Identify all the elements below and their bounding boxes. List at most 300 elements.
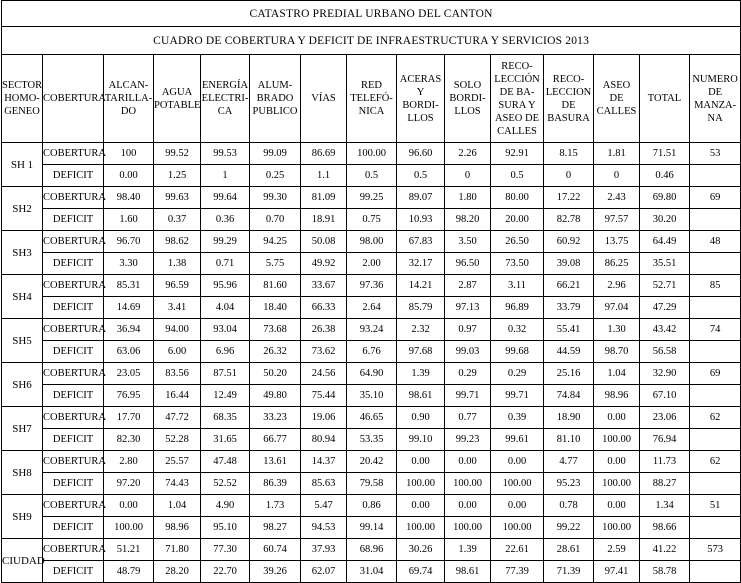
table-cell: 18.40 xyxy=(250,297,301,319)
table-cell: 51.21 xyxy=(104,539,154,561)
table-cell: 98.70 xyxy=(594,341,640,363)
table-cell: 86.25 xyxy=(594,253,640,275)
table-cell: 50.20 xyxy=(250,363,301,385)
table-cell: 97.36 xyxy=(347,275,397,297)
table-cell: 77.30 xyxy=(201,539,250,561)
table-cell: 99.63 xyxy=(154,187,201,209)
table-cell: 48.79 xyxy=(104,561,154,583)
table-cell: 2.64 xyxy=(347,297,397,319)
table-cell: 28.61 xyxy=(544,539,594,561)
manzanas-count: 48 xyxy=(690,231,741,253)
table-cell: 64.90 xyxy=(347,363,397,385)
table-cell: 66.33 xyxy=(301,297,347,319)
table-row xyxy=(2,517,741,539)
column-header-agua-potable xyxy=(154,55,201,143)
row-type-label: DEFICIT xyxy=(43,253,104,275)
row-type-label: DEFICIT xyxy=(43,165,104,187)
table-cell: 95.96 xyxy=(201,275,250,297)
table-cell: 94.00 xyxy=(154,319,201,341)
table-cell: 100.00 xyxy=(594,517,640,539)
header-line: TELEFÓ- xyxy=(350,93,393,104)
table-cell: 86.39 xyxy=(250,473,301,495)
table-cell: 0.00 xyxy=(104,495,154,517)
table-cell: 64.49 xyxy=(640,231,690,253)
table-cell: 99.10 xyxy=(397,429,445,451)
table-cell: 0.37 xyxy=(154,209,201,231)
table-cell: 85.79 xyxy=(397,297,445,319)
table-cell: 98.20 xyxy=(445,209,491,231)
table-cell: 44.59 xyxy=(544,341,594,363)
header-line: ALUM- xyxy=(257,80,293,91)
table-cell: 95.10 xyxy=(201,517,250,539)
table-cell: 89.07 xyxy=(397,187,445,209)
header-line: COBERTURA xyxy=(43,93,106,104)
table-cell: 3.50 xyxy=(445,231,491,253)
table-cell: 98.61 xyxy=(397,385,445,407)
table-row xyxy=(2,319,741,341)
table-cell: 60.92 xyxy=(544,231,594,253)
header-line: ASEO xyxy=(602,80,631,91)
manzanas-count: 53 xyxy=(690,143,741,165)
header-line: BASURA xyxy=(547,112,590,124)
table-cell: 100.00 xyxy=(445,517,491,539)
table-cell: 2.32 xyxy=(397,319,445,341)
column-header-aseo-calles xyxy=(594,55,640,143)
table-cell: 0 xyxy=(594,165,640,187)
table-cell: 99.23 xyxy=(445,429,491,451)
header-line: MANZA- xyxy=(694,99,737,111)
table-cell: 93.04 xyxy=(201,319,250,341)
table-cell: 99.09 xyxy=(250,143,301,165)
header-line: CALLES xyxy=(596,106,637,117)
table-cell: 20.00 xyxy=(491,209,544,231)
header-line: HOMO- xyxy=(4,93,40,104)
table-cell: 99.64 xyxy=(201,187,250,209)
header-line: LECCION xyxy=(545,86,592,98)
table-cell: 30.20 xyxy=(640,209,690,231)
table-cell: 86.69 xyxy=(301,143,347,165)
column-header-total xyxy=(640,55,690,143)
sector-name: SH6 xyxy=(2,363,43,407)
table-cell: 100.00 xyxy=(397,473,445,495)
table-cell: 0.75 xyxy=(347,209,397,231)
header-line: DE xyxy=(561,99,576,111)
header-line: GENEO xyxy=(4,106,40,117)
table-cell: 13.75 xyxy=(594,231,640,253)
table-cell: 3.30 xyxy=(104,253,154,275)
table-cell: 32.17 xyxy=(397,253,445,275)
column-header-numero-manzanas xyxy=(690,55,741,143)
empty-cell xyxy=(690,297,741,319)
header-line: DE BA- xyxy=(499,86,535,98)
row-type-label: DEFICIT xyxy=(43,209,104,231)
row-type-label: COBERTURA xyxy=(43,495,104,517)
table-cell: 56.58 xyxy=(640,341,690,363)
table-cell: 33.23 xyxy=(250,407,301,429)
table-cell: 8.15 xyxy=(544,143,594,165)
empty-cell xyxy=(690,385,741,407)
table-cell: 88.27 xyxy=(640,473,690,495)
table-cell: 99.68 xyxy=(491,341,544,363)
table-cell: 3.11 xyxy=(491,275,544,297)
table-row xyxy=(2,341,741,363)
table-cell: 2.26 xyxy=(445,143,491,165)
table-cell: 1.80 xyxy=(445,187,491,209)
table-cell: 100.00 xyxy=(397,517,445,539)
table-cell: 96.60 xyxy=(397,143,445,165)
table-cell: 100 xyxy=(104,143,154,165)
table-cell: 18.91 xyxy=(301,209,347,231)
table-cell: 96.59 xyxy=(154,275,201,297)
row-type-label: COBERTURA xyxy=(43,539,104,561)
table-row xyxy=(2,209,741,231)
table-cell: 0.90 xyxy=(397,407,445,429)
column-header-cobertura xyxy=(43,55,104,143)
table-cell: 3.41 xyxy=(154,297,201,319)
table-cell: 0.5 xyxy=(347,165,397,187)
table-cell: 33.79 xyxy=(544,297,594,319)
table-cell: 100.00 xyxy=(104,517,154,539)
table-row xyxy=(2,451,741,473)
sector-name: SH9 xyxy=(2,495,43,539)
sector-name: CIUDAD xyxy=(2,539,43,583)
table-cell: 99.25 xyxy=(347,187,397,209)
manzanas-count: 62 xyxy=(690,451,741,473)
table-cell: 100.00 xyxy=(445,473,491,495)
column-header-energia-electrica xyxy=(201,55,250,143)
empty-cell xyxy=(690,561,741,583)
table-cell: 1.04 xyxy=(594,363,640,385)
table-row xyxy=(2,253,741,275)
table-cell: 99.71 xyxy=(445,385,491,407)
manzanas-count: 573 xyxy=(690,539,741,561)
header-line: DE xyxy=(609,93,624,104)
table-row xyxy=(2,385,741,407)
table-cell: 2.80 xyxy=(104,451,154,473)
table-cell: 77.39 xyxy=(491,561,544,583)
table-cell: 87.51 xyxy=(201,363,250,385)
manzanas-count: 74 xyxy=(690,319,741,341)
table-cell: 0.77 xyxy=(445,407,491,429)
sector-name: SH 1 xyxy=(2,143,43,187)
table-cell: 60.74 xyxy=(250,539,301,561)
row-type-label: DEFICIT xyxy=(43,297,104,319)
table-cell: 13.61 xyxy=(250,451,301,473)
header-line: CALLES xyxy=(497,125,537,137)
table-cell: 99.52 xyxy=(154,143,201,165)
header-line: NICA xyxy=(358,106,385,117)
table-cell: 0.5 xyxy=(491,165,544,187)
table-cell: 99.53 xyxy=(201,143,250,165)
table-cell: 6.96 xyxy=(201,341,250,363)
column-header-vias xyxy=(301,55,347,143)
table-cell: 74.84 xyxy=(544,385,594,407)
table-cell: 47.72 xyxy=(154,407,201,429)
row-type-label: COBERTURA xyxy=(43,451,104,473)
table-cell: 2.43 xyxy=(594,187,640,209)
table-cell: 85.31 xyxy=(104,275,154,297)
table-cell: 98.27 xyxy=(250,517,301,539)
table-cell: 10.93 xyxy=(397,209,445,231)
table-cell: 98.00 xyxy=(347,231,397,253)
table-cell: 5.75 xyxy=(250,253,301,275)
row-type-label: DEFICIT xyxy=(43,473,104,495)
table-cell: 0.00 xyxy=(594,451,640,473)
table-cell: 0.46 xyxy=(640,165,690,187)
table-cell: 73.68 xyxy=(250,319,301,341)
empty-cell xyxy=(690,209,741,231)
header-line: ASEO DE xyxy=(494,112,540,124)
table-cell: 1.39 xyxy=(397,363,445,385)
sector-name: SH7 xyxy=(2,407,43,451)
header-line: LLOS xyxy=(454,106,481,117)
table-cell: 53.35 xyxy=(347,429,397,451)
table-cell: 17.22 xyxy=(544,187,594,209)
table-cell: 100.00 xyxy=(491,473,544,495)
header-line: ENERGÍA xyxy=(201,80,249,91)
sector-name: SH4 xyxy=(2,275,43,319)
table-cell: 14.37 xyxy=(301,451,347,473)
table-cell: 75.44 xyxy=(301,385,347,407)
header-line: Y xyxy=(416,86,425,98)
table-cell: 96.89 xyxy=(491,297,544,319)
table-cell: 25.57 xyxy=(154,451,201,473)
table-cell: 100.00 xyxy=(594,429,640,451)
table-cell: 0.25 xyxy=(250,165,301,187)
table-cell: 79.58 xyxy=(347,473,397,495)
header-line: DE xyxy=(708,86,723,98)
table-cell: 35.10 xyxy=(347,385,397,407)
table-cell: 52.28 xyxy=(154,429,201,451)
table-cell: 98.62 xyxy=(154,231,201,253)
table-cell: 22.61 xyxy=(491,539,544,561)
row-type-label: COBERTURA xyxy=(43,407,104,429)
table-cell: 0.00 xyxy=(104,165,154,187)
manzanas-count: 51 xyxy=(690,495,741,517)
header-line: SECTOR xyxy=(2,80,43,91)
table-cell: 0.70 xyxy=(250,209,301,231)
table-cell: 62.07 xyxy=(301,561,347,583)
row-type-label: COBERTURA xyxy=(43,319,104,341)
table-cell: 1.81 xyxy=(594,143,640,165)
table-row xyxy=(2,187,741,209)
table-cell: 46.65 xyxy=(347,407,397,429)
table-cell: 39.26 xyxy=(250,561,301,583)
table-row xyxy=(2,429,741,451)
table-cell: 6.76 xyxy=(347,341,397,363)
table-cell: 0.5 xyxy=(397,165,445,187)
table-cell: 1.25 xyxy=(154,165,201,187)
table-cell: 97.68 xyxy=(397,341,445,363)
table-cell: 6.00 xyxy=(154,341,201,363)
table-cell: 97.13 xyxy=(445,297,491,319)
table-cell: 71.80 xyxy=(154,539,201,561)
table-cell: 1.60 xyxy=(104,209,154,231)
table-cell: 99.22 xyxy=(544,517,594,539)
header-line: SOLO xyxy=(453,80,482,91)
table-cell: 0.36 xyxy=(201,209,250,231)
table-cell: 0.00 xyxy=(397,451,445,473)
table-cell: 96.50 xyxy=(445,253,491,275)
table-row xyxy=(2,363,741,385)
column-header-solo-bordillos xyxy=(445,55,491,143)
table-cell: 71.39 xyxy=(544,561,594,583)
table-cell: 23.06 xyxy=(640,407,690,429)
table-cell: 98.40 xyxy=(104,187,154,209)
header-line: BRADO xyxy=(256,93,294,104)
empty-cell xyxy=(690,165,741,187)
table-cell: 1.73 xyxy=(250,495,301,517)
table-row xyxy=(2,143,741,165)
table-cell: 69.80 xyxy=(640,187,690,209)
table-cell: 23.05 xyxy=(104,363,154,385)
table-cell: 28.20 xyxy=(154,561,201,583)
table-cell: 83.56 xyxy=(154,363,201,385)
table-row xyxy=(2,539,741,561)
table-cell: 99.03 xyxy=(445,341,491,363)
manzanas-count: 69 xyxy=(690,187,741,209)
empty-cell xyxy=(690,473,741,495)
header-line: PUBLICO xyxy=(252,106,298,117)
table-cell: 31.65 xyxy=(201,429,250,451)
table-cell: 94.53 xyxy=(301,517,347,539)
row-type-label: DEFICIT xyxy=(43,517,104,539)
table-cell: 19.06 xyxy=(301,407,347,429)
empty-cell xyxy=(690,429,741,451)
table-cell: 97.57 xyxy=(594,209,640,231)
header-line: LECCIÓN xyxy=(494,73,540,85)
table-row xyxy=(2,231,741,253)
manzanas-count: 62 xyxy=(690,407,741,429)
table-cell: 97.04 xyxy=(594,297,640,319)
table-cell: 17.70 xyxy=(104,407,154,429)
table-cell: 47.48 xyxy=(201,451,250,473)
header-line: RED xyxy=(361,80,382,91)
table-cell: 100.00 xyxy=(491,517,544,539)
empty-cell xyxy=(690,517,741,539)
row-type-label: COBERTURA xyxy=(43,363,104,385)
table-cell: 74.43 xyxy=(154,473,201,495)
header-row xyxy=(2,55,741,143)
row-type-label: DEFICIT xyxy=(43,385,104,407)
table-cell: 52.52 xyxy=(201,473,250,495)
column-header-alumbrado-publico xyxy=(250,55,301,143)
table-cell: 95.23 xyxy=(544,473,594,495)
table-cell: 67.83 xyxy=(397,231,445,253)
header-line: RECO- xyxy=(501,60,533,72)
manzanas-count: 69 xyxy=(690,363,741,385)
table-cell: 1.38 xyxy=(154,253,201,275)
header-line: ELECTRI- xyxy=(201,93,249,104)
column-header-sector xyxy=(2,55,43,143)
table-cell: 96.70 xyxy=(104,231,154,253)
table-cell: 92.91 xyxy=(491,143,544,165)
table-cell: 81.60 xyxy=(250,275,301,297)
table-cell: 68.35 xyxy=(201,407,250,429)
table-cell: 67.10 xyxy=(640,385,690,407)
table-cell: 80.94 xyxy=(301,429,347,451)
table-cell: 69.74 xyxy=(397,561,445,583)
table-cell: 43.42 xyxy=(640,319,690,341)
table-cell: 35.51 xyxy=(640,253,690,275)
table-cell: 5.47 xyxy=(301,495,347,517)
table-cell: 0.00 xyxy=(397,495,445,517)
header-line: TARILLA- xyxy=(104,93,153,104)
table-cell: 0.29 xyxy=(445,363,491,385)
header-line: VÍAS xyxy=(311,93,336,104)
table-cell: 22.70 xyxy=(201,561,250,583)
table-cell: 93.24 xyxy=(347,319,397,341)
table-cell: 97.20 xyxy=(104,473,154,495)
table-cell: 26.38 xyxy=(301,319,347,341)
column-header-aceras-y-bordillos xyxy=(397,55,445,143)
table-cell: 14.69 xyxy=(104,297,154,319)
table-cell: 97.41 xyxy=(594,561,640,583)
table-cell: 55.41 xyxy=(544,319,594,341)
table-cell: 0.32 xyxy=(491,319,544,341)
table-cell: 20.42 xyxy=(347,451,397,473)
table-cell: 98.96 xyxy=(154,517,201,539)
table-cell: 1.1 xyxy=(301,165,347,187)
header-line: DO xyxy=(120,106,137,117)
sector-name: SH8 xyxy=(2,451,43,495)
table-cell: 73.62 xyxy=(301,341,347,363)
table-cell: 41.22 xyxy=(640,539,690,561)
table-cell: 0.39 xyxy=(491,407,544,429)
table-cell: 0.78 xyxy=(544,495,594,517)
table-cell: 50.08 xyxy=(301,231,347,253)
table-cell: 99.71 xyxy=(491,385,544,407)
row-type-label: DEFICIT xyxy=(43,561,104,583)
table-cell: 98.61 xyxy=(445,561,491,583)
row-type-label: COBERTURA xyxy=(43,143,104,165)
table-cell: 99.61 xyxy=(491,429,544,451)
row-type-label: DEFICIT xyxy=(43,429,104,451)
table-cell: 4.77 xyxy=(544,451,594,473)
table-cell: 94.25 xyxy=(250,231,301,253)
table-cell: 47.29 xyxy=(640,297,690,319)
table-cell: 80.00 xyxy=(491,187,544,209)
table-cell: 81.09 xyxy=(301,187,347,209)
table-cell: 37.93 xyxy=(301,539,347,561)
table-cell: 25.16 xyxy=(544,363,594,385)
table-cell: 39.08 xyxy=(544,253,594,275)
row-type-label: COBERTURA xyxy=(43,231,104,253)
table-cell: 26.50 xyxy=(491,231,544,253)
table-cell: 99.30 xyxy=(250,187,301,209)
table-cell: 49.92 xyxy=(301,253,347,275)
table-cell: 2.87 xyxy=(445,275,491,297)
table-cell: 82.78 xyxy=(544,209,594,231)
header-line: SURA Y xyxy=(498,99,536,111)
header-line: ALCAN- xyxy=(108,80,149,91)
table-row xyxy=(2,473,741,495)
table-cell: 32.90 xyxy=(640,363,690,385)
table-cell: 68.96 xyxy=(347,539,397,561)
table-cell: 1.39 xyxy=(445,539,491,561)
column-header-alcantarillado xyxy=(104,55,154,143)
column-header-red-telefonica xyxy=(347,55,397,143)
table-row xyxy=(2,275,741,297)
empty-cell xyxy=(690,253,741,275)
table-cell: 2.96 xyxy=(594,275,640,297)
header-line: LLOS xyxy=(407,112,434,124)
header-line: NA xyxy=(707,112,723,124)
table-cell: 31.04 xyxy=(347,561,397,583)
table-cell: 71.51 xyxy=(640,143,690,165)
table-cell: 33.67 xyxy=(301,275,347,297)
empty-cell xyxy=(690,341,741,363)
